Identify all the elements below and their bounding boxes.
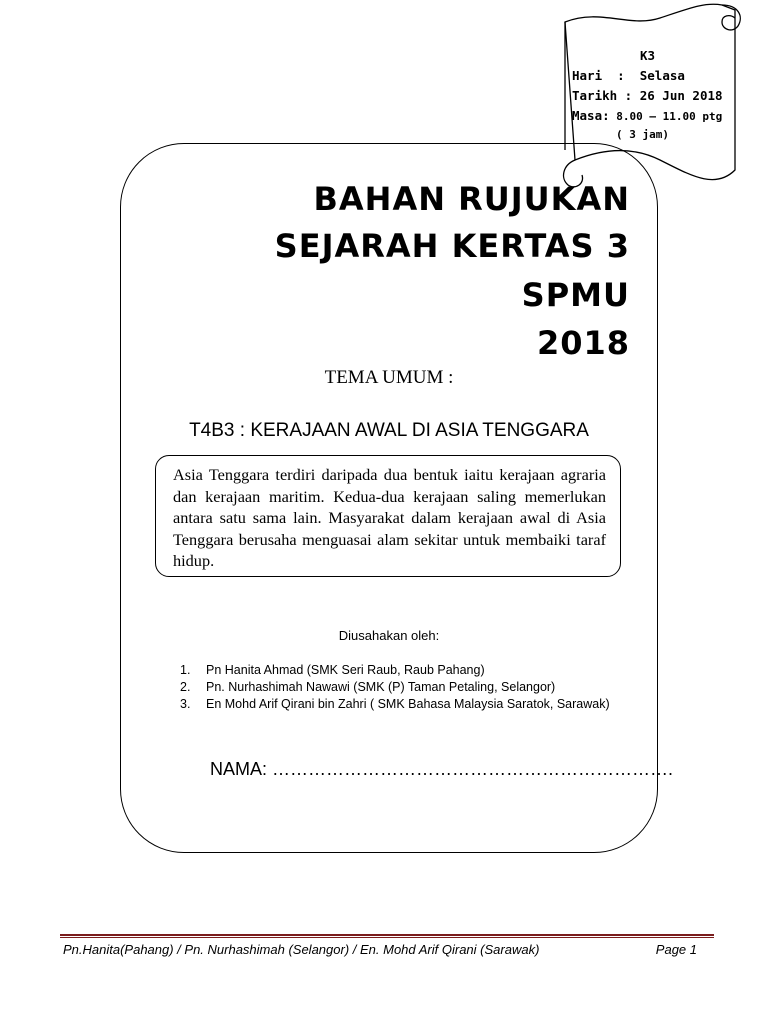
title-line-1: BAHAN RUJUKAN [313,180,630,218]
author-name: En Mohd Arif Qirani bin Zahri ( SMK Bahasa Malaysia Saratok, Sarawak) [206,697,610,711]
exam-date: Tarikh : 26 Jun 2018 [572,88,723,103]
footer-divider-thin [60,937,714,938]
exam-info [572,46,742,143]
title-line-3: SPMU [521,276,630,314]
author-name: Pn Hanita Ahmad (SMK Seri Raub, Raub Pahang) [206,663,485,677]
title-line-2: SEJARAH KERTAS 3 [274,227,630,265]
date-value: 26 Jun 2018 [639,88,723,103]
list-item [168,679,610,696]
time-value: 8.00 – 11.00 ptg [616,110,723,123]
author-list [168,662,610,713]
page-number: Page 1 [655,942,697,957]
list-item [168,696,610,713]
date-label: Tarikh [572,88,618,103]
page-footer [63,942,697,957]
author-number: 2. [180,680,191,694]
exam-time [572,106,742,127]
day-label: Hari [572,68,603,83]
time-label: Masa: [572,108,610,123]
exam-duration: ( 3 jam) [616,128,669,141]
exam-day: Hari : Selasa [572,68,685,83]
prepared-by-label: Diusahakan oleh: [338,628,440,643]
topic-heading: T4B3 : KERAJAAN AWAL DI ASIA TENGGARA [189,420,589,441]
author-name: Pn. Nurhashimah Nawawi (SMK (P) Taman Petaling, Selangor) [206,680,556,694]
author-number: 1. [180,663,191,677]
name-field: NAMA: …………………………………………………………. [210,759,674,779]
list-item [168,662,610,679]
footer-credits: Pn.Hanita(Pahang) / Pn. Nurhashimah (Selangor) / En. Mohd Arif Qirani (Sarawak) [63,942,540,957]
theme-label: TEMA UMUM : [324,367,454,388]
title-line-4: 2018 [536,324,630,362]
author-number: 3. [180,697,191,711]
footer-divider [60,934,714,936]
day-value: Selasa [639,68,685,83]
summary-box: Asia Tenggara terdiri daripada dua bentuk iaitu kerajaan agraria dan kerajaan maritim. Kedua-dua kerajaan saling memerlukan antara satu sama lain. Masyarakat dalam kerajaan awal di Asia Tenggara berusaha menguasai alam sekitar untuk membaiki taraf hidup. [155,455,621,577]
paper-code: K3 [640,48,656,63]
